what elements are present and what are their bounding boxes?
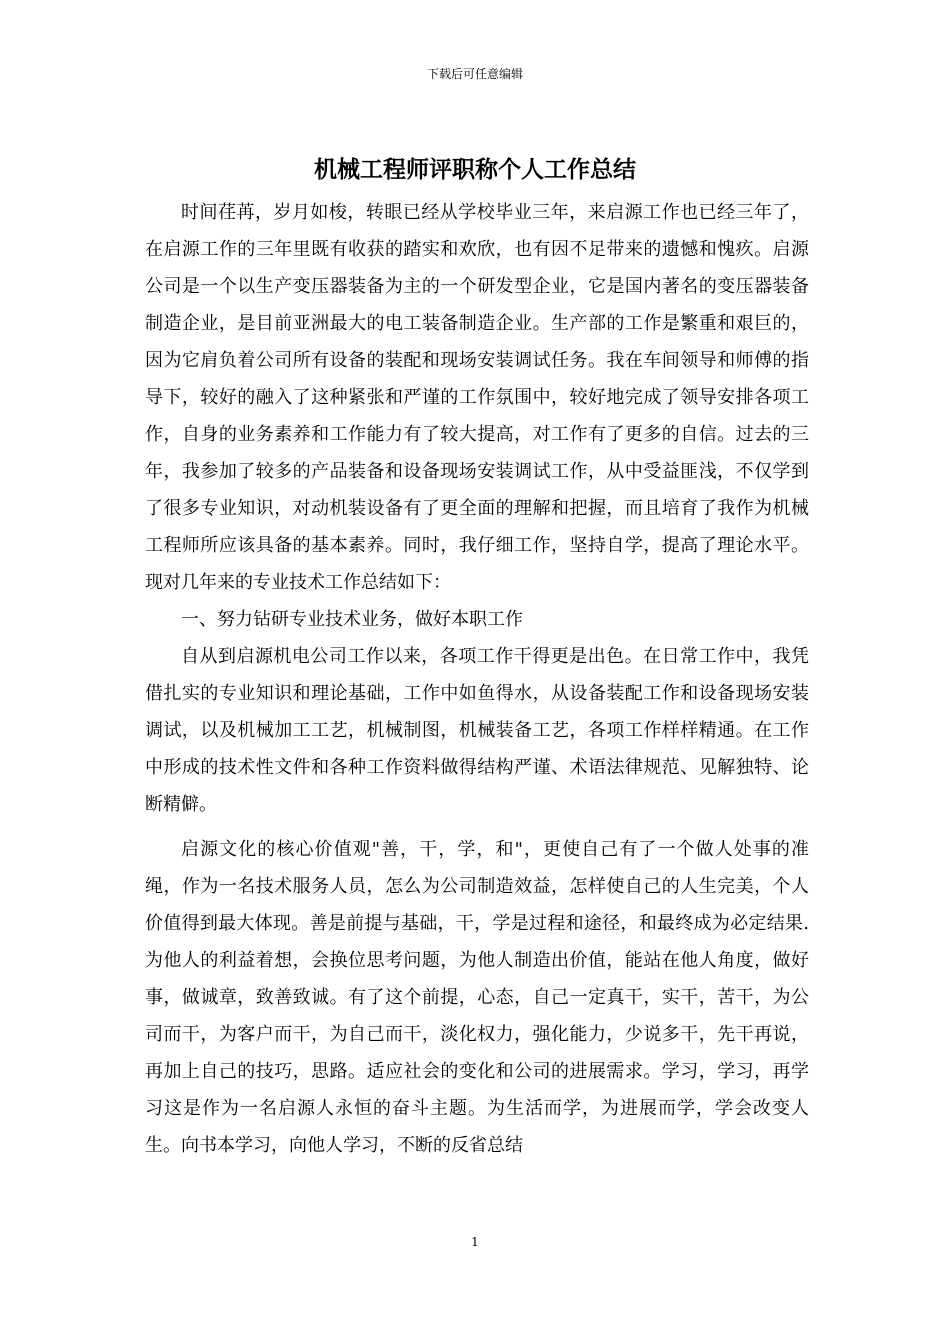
paragraph-section-1: 自从到启源机电公司工作以来，各项工作干得更是出色。在日常工作中，我凭借扎实的专业知识和理论基础，工作中如鱼得水，从设备装配工作和设备现场安装调试，以及机械加工工艺，机械制图，机械装备工艺，各项工作样样精通。在工作中形成的技术性文件和各种工作资料做得结构严谨、术语法律规范、见解独特、论断精僻。 bbox=[145, 646, 809, 815]
page-header-note: 下载后可任意编辑 bbox=[426, 67, 523, 81]
document-title: 机械工程师评职称个人工作总结 bbox=[314, 156, 636, 183]
paragraph-culture: 启源文化的核心价值观"善，干，学，和"，更使自己有了一个做人处事的准绳，作为一名技术服务人员，怎么为公司制造效益，怎样使自己的人生完美，个人价值得到最大体现。善是前提与基础，干，学是过程和途径，和最终成为必定结果.为他人的利益着想，会换位思考问题，为他人制造出价值，能站在他人角度，做好事，做诚章，致善致诚。有了这个前提，心态，自己一定真干，实干，苦干，为公司而干，为客户而干，为自己而干，淡化权力，强化能力，少说多干，先干再说，再加上自己的技巧，思路。适应社会的变化和公司的进展需求。学习，学习，再学习这是作为一名启源人永恒的奋斗主题。为生活而学，为进展而学，学会改变人生。向书本学习，向他人学习，不断的反省总结 bbox=[145, 839, 809, 1156]
paragraph-intro: 时间荏苒，岁月如梭，转眼已经从学校毕业三年，来启源工作也已经三年了，在启源工作的三年里既有收获的踏实和欢欣，也有因不足带来的遗憾和愧疚。启源公司是一个以生产变压器装备为主的一个研发型企业，它是国内著名的变压器装备制造企业，是目前亚洲最大的电工装备制造企业。生产部的工作是繁重和艰巨的，因为它肩负着公司所有设备的装配和现场安装调试任务。我在车间领导和师傅的指导下，较好的融入了这种紧张和严谨的工作氛围中，较好地完成了领导安排各项工作，自身的业务素养和工作能力有了较大提高，对工作有了更多的自信。过去的三年，我参加了较多的产品装备和设备现场安装调试工作，从中受益匪浅，不仅学到了很多专业知识，对动机装设备有了更全面的理解和把握，而且培育了我作为机械工程师所应该具备的基本素养。同时，我仔细工作，坚持自学，提高了理论水平。现对几年来的专业技术工作总结如下： bbox=[145, 202, 809, 593]
section-heading-1: 一、努力钻研专业技术业务，做好本职工作 bbox=[181, 609, 523, 630]
page-number: 1 bbox=[471, 1235, 479, 1249]
document-body bbox=[145, 194, 809, 1164]
